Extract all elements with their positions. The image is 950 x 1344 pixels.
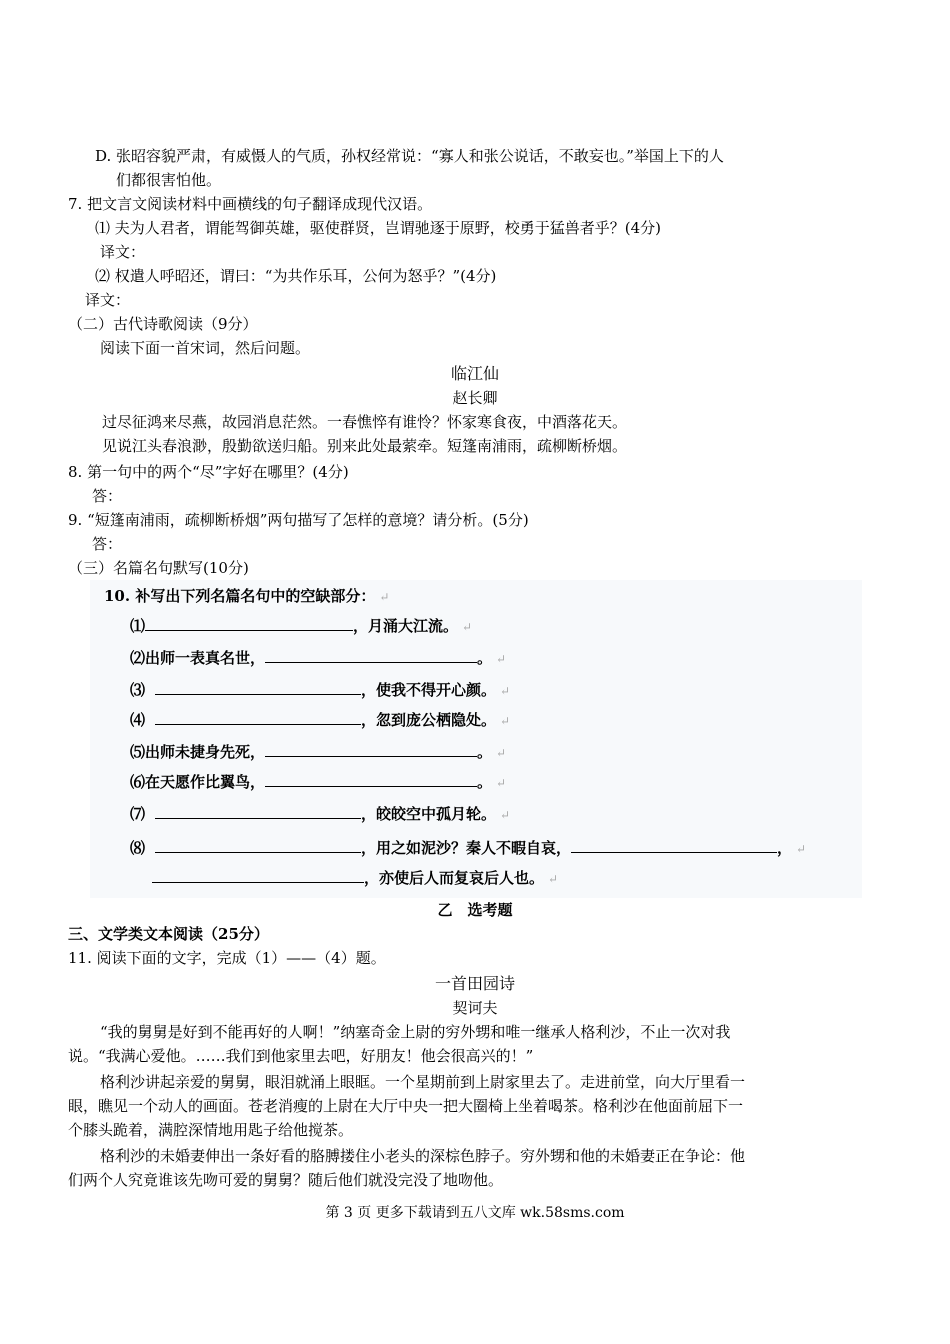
fill-item-3-text: ，使我不得开心颜。 bbox=[361, 681, 497, 699]
return-mark: ↵ bbox=[496, 746, 507, 760]
fill-item-1 bbox=[130, 616, 472, 637]
fill-item-2 bbox=[130, 648, 506, 669]
question-11-stem: 11. 阅读下面的文字，完成（1）——（4）题。 bbox=[68, 949, 386, 967]
story-paragraph-2-line-1: 格利沙讲起亲爱的舅舅，眼泪就涌上眼眶。一个星期前到上尉家里去了。走进前堂，向大厅里看一 bbox=[100, 1073, 746, 1091]
story-paragraph-1-line-2: 说。“我满心爱他。……我们到他家里去吧，好朋友！他会很高兴的！” bbox=[68, 1047, 534, 1065]
question-7-answer-label-2: 译文： bbox=[85, 291, 131, 309]
option-d-line1: D. 张昭容貌严肃，有威慑人的气质，孙权经常说：“寡人和张公说话，不敢妄也。”举国上下的人 bbox=[95, 147, 724, 165]
fill-item-5-text: ⑸出师未捷身先死， bbox=[130, 743, 266, 761]
fill-item-1-text: ，月涌大江流。 bbox=[353, 617, 459, 635]
option-d-line2: 们都很害怕他。 bbox=[116, 171, 222, 189]
poem-title: 临江仙 bbox=[450, 364, 499, 383]
poem-line-1: 过尽征鸿来尽燕，故园消息茫然。一春憔悴有谁怜？怀家寒食夜，中酒落花天。 bbox=[102, 413, 628, 431]
fill-item-7-text: ，皎皎空中孤月轮。 bbox=[361, 805, 497, 823]
question-9-answer-label: 答： bbox=[92, 535, 123, 553]
fill-item-8-text: ，用之如泥沙？秦人不暇自哀， bbox=[361, 839, 572, 857]
fill-item-4-text: ，忽到庞公栖隐处。 bbox=[361, 711, 497, 729]
section-literature-heading: 三、文学类文本阅读（25分） bbox=[68, 925, 269, 943]
return-mark: ↵ bbox=[796, 842, 807, 856]
fill-item-1-number: ⑴ bbox=[130, 617, 146, 635]
poem-author: 赵长卿 bbox=[452, 389, 498, 407]
return-mark: ↵ bbox=[500, 714, 511, 728]
fill-blank-8c[interactable] bbox=[152, 868, 364, 883]
fill-blank-3[interactable] bbox=[155, 680, 361, 695]
story-title: 一首田园诗 bbox=[434, 974, 515, 993]
fill-item-7 bbox=[130, 804, 510, 825]
question-7-sentence-1: ⑴ 夫为人君者，谓能驾御英雄，驱使群贤，岂谓驰逐于原野，校勇于猛兽者乎？(4分) bbox=[95, 219, 662, 237]
fill-item-4 bbox=[130, 710, 510, 731]
return-mark: ↵ bbox=[500, 808, 511, 822]
question-7-answer-label-1: 译文： bbox=[100, 243, 146, 261]
story-paragraph-2-line-3: 个膝头跪着，满腔深情地用匙子给他搅茶。 bbox=[68, 1121, 354, 1139]
fill-item-2-text: ⑵出师一表真名世， bbox=[130, 649, 266, 667]
return-mark: ↵ bbox=[496, 652, 507, 666]
fill-blank-4[interactable] bbox=[155, 710, 361, 725]
story-author: 契诃夫 bbox=[452, 999, 498, 1017]
return-mark: ↵ bbox=[379, 590, 390, 604]
story-paragraph-2-line-2: 眼，瞧见一个动人的画面。苍老消瘦的上尉在大厅中央一把大圈椅上坐着喝茶。格利沙在他面前屈下一 bbox=[68, 1097, 744, 1115]
fill-item-5 bbox=[130, 742, 506, 763]
return-mark: ↵ bbox=[548, 872, 559, 886]
part-b-heading: 乙 选考题 bbox=[437, 901, 513, 919]
recitation-scanned-block bbox=[90, 580, 862, 898]
fill-item-6-text: ⑹在天愿作比翼鸟， bbox=[130, 773, 266, 791]
return-mark: ↵ bbox=[500, 684, 511, 698]
story-paragraph-3-line-2: 们两个人究竟谁该先吻可爱的舅舅？随后他们就没完没了地吻他。 bbox=[68, 1171, 504, 1189]
fill-blank-6[interactable] bbox=[265, 772, 477, 787]
question-10-stem bbox=[104, 586, 389, 607]
question-7-sentence-2: ⑵ 权遣人呼昭还，谓曰：“为共作乐耳，公何为怒乎？”(4分) bbox=[95, 267, 497, 285]
section-recitation-heading: （三）名篇名句默写(10分) bbox=[68, 559, 249, 577]
fill-item-2-end: 。 bbox=[477, 649, 493, 667]
fill-item-7-number: ⑺ bbox=[130, 805, 146, 823]
question-9-stem: 9. “短篷南浦雨，疏柳断桥烟”两句描写了怎样的意境？请分析。(5分) bbox=[68, 511, 529, 529]
return-mark: ↵ bbox=[496, 776, 507, 790]
fill-item-8-continued bbox=[152, 868, 558, 889]
fill-blank-8b[interactable] bbox=[571, 838, 777, 853]
fill-item-8 bbox=[130, 838, 806, 859]
fill-blank-2[interactable] bbox=[265, 648, 477, 663]
story-paragraph-1-line-1: “我的舅舅是好到不能再好的人啊！”纳塞奇金上尉的穷外甥和唯一继承人格利沙，不止一次对我 bbox=[100, 1023, 731, 1041]
fill-item-6 bbox=[130, 772, 506, 793]
return-mark: ↵ bbox=[462, 620, 473, 634]
fill-blank-1[interactable] bbox=[145, 616, 353, 631]
poem-line-2: 见说江头春浪渺，殷勤欲送归船。别来此处最萦牵。短篷南浦雨，疏柳断桥烟。 bbox=[102, 437, 628, 455]
fill-item-8-end: ， bbox=[777, 839, 793, 857]
poetry-intro: 阅读下面一首宋词，然后问题。 bbox=[100, 339, 311, 357]
question-7-stem: 7. 把文言文阅读材料中画横线的句子翻译成现代汉语。 bbox=[68, 195, 433, 213]
fill-blank-7[interactable] bbox=[155, 804, 361, 819]
fill-item-8-continued-text: ，亦使后人而复哀后人也。 bbox=[364, 869, 545, 887]
story-paragraph-3-line-1: 格利沙的未婚妻伸出一条好看的胳膊搂住小老头的深棕色脖子。穷外甥和他的未婚妻正在争论：他 bbox=[100, 1147, 746, 1165]
question-8-answer-label: 答： bbox=[92, 487, 123, 505]
page-footer: 第 3 页 更多下载请到五八文库 wk.58sms.com bbox=[325, 1205, 625, 1221]
question-8-stem: 8. 第一句中的两个“尽”字好在哪里？(4分) bbox=[68, 463, 349, 481]
fill-item-3 bbox=[130, 680, 510, 701]
fill-item-4-number: ⑷ bbox=[130, 711, 146, 729]
question-10-stem-text: 10. 补写出下列名篇名句中的空缺部分： bbox=[104, 587, 376, 605]
section-poetry-heading: （二）古代诗歌阅读（9分） bbox=[68, 315, 258, 333]
fill-item-5-end: 。 bbox=[477, 743, 493, 761]
fill-item-8-number: ⑻ bbox=[130, 839, 146, 857]
fill-item-3-number: ⑶ bbox=[130, 681, 146, 699]
fill-blank-8a[interactable] bbox=[155, 838, 361, 853]
fill-blank-5[interactable] bbox=[265, 742, 477, 757]
fill-item-6-end: 。 bbox=[477, 773, 493, 791]
